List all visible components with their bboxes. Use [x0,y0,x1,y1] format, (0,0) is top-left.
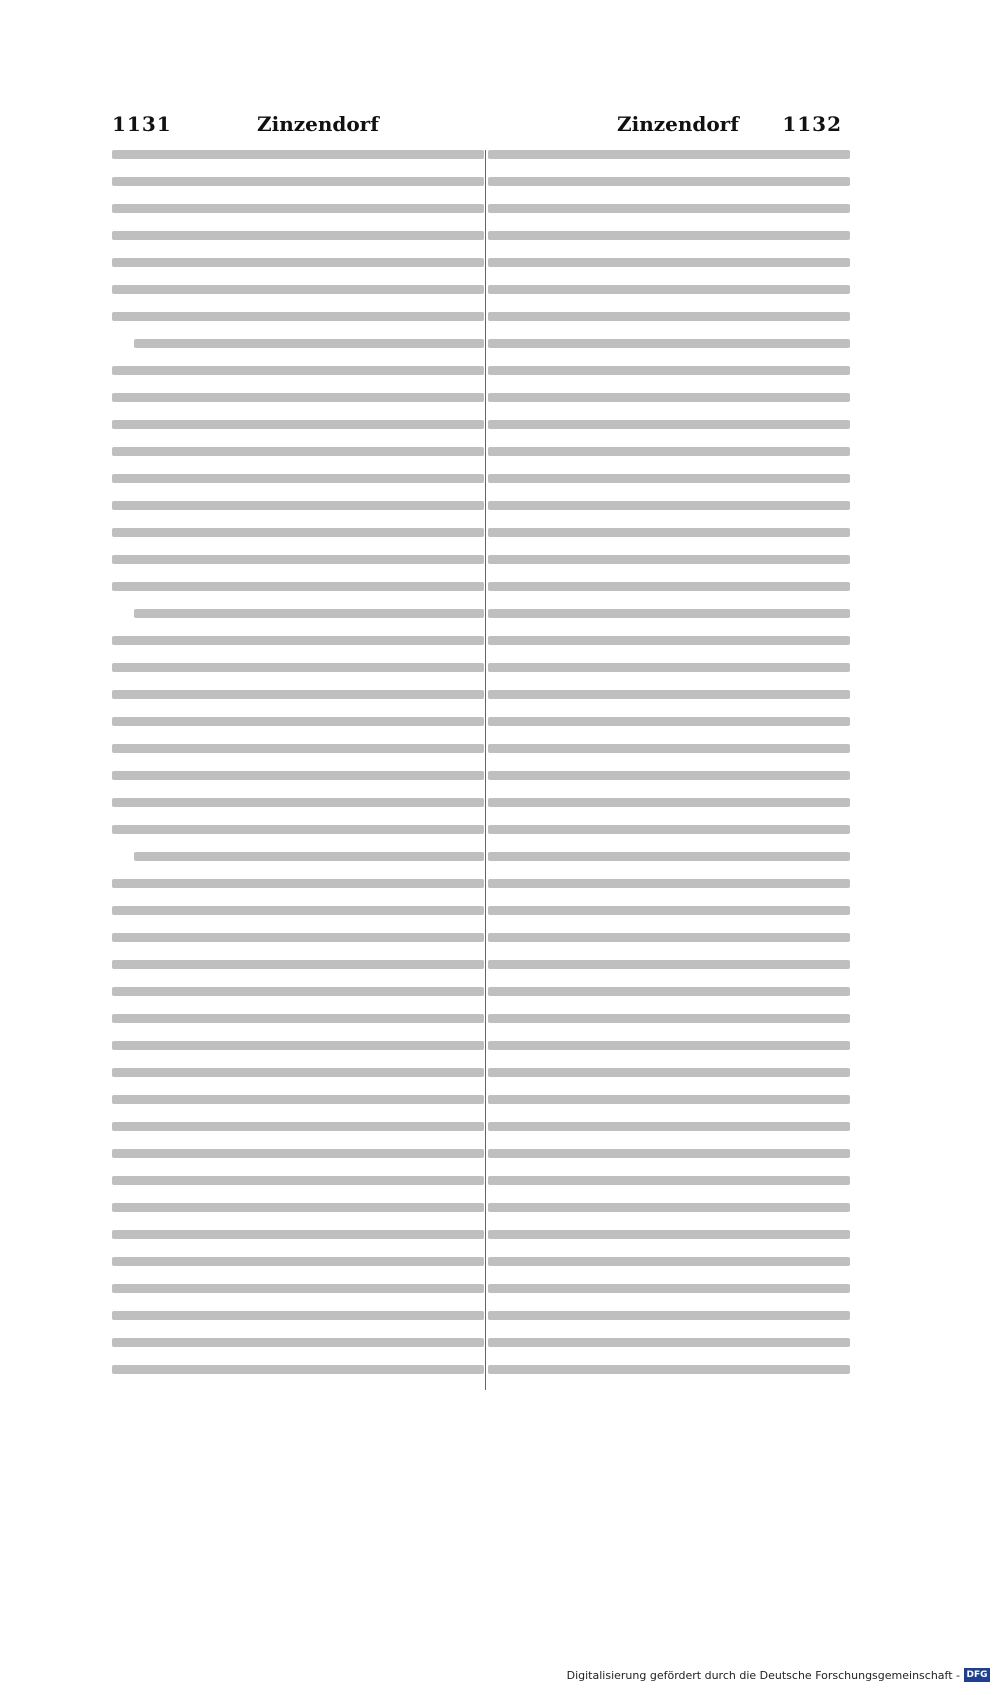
text-line [112,825,484,834]
text-line [488,231,850,240]
text-line [112,1014,484,1023]
text-line [112,528,484,537]
text-line [488,1068,850,1077]
text-line [488,150,850,159]
text-line [112,906,484,915]
text-line [488,1014,850,1023]
text-line [488,879,850,888]
text-line [488,906,850,915]
text-line [488,177,850,186]
text-line [112,1338,484,1347]
running-head-right: Zinzendorf [617,112,739,136]
text-line [112,1230,484,1239]
text-line [134,852,484,861]
text-line [112,771,484,780]
text-line [112,879,484,888]
text-line [488,312,850,321]
text-line [488,1041,850,1050]
text-line [488,1122,850,1131]
text-line [112,987,484,996]
page-number-left: 1131 [112,112,172,136]
text-line [112,1257,484,1266]
text-line [488,1365,850,1374]
text-line [488,420,850,429]
footer-credit-text: Digitalisierung gefördert durch die Deutsche Forschungsgemeinschaft - [566,1668,960,1682]
text-line [112,1122,484,1131]
text-line [488,636,850,645]
text-line [488,609,850,618]
text-line [112,1041,484,1050]
text-line [112,177,484,186]
text-line [488,1203,850,1212]
text-line [112,690,484,699]
text-column-left [112,150,484,1390]
text-line [488,852,850,861]
text-line [488,1311,850,1320]
text-line [112,1311,484,1320]
text-line [488,393,850,402]
page-footer [567,1665,990,1685]
text-line [112,420,484,429]
text-line [488,1149,850,1158]
text-line [488,528,850,537]
text-line [488,447,850,456]
text-line [488,1257,850,1266]
text-line [112,1149,484,1158]
text-line [112,447,484,456]
text-line [488,717,850,726]
page-header [112,112,842,138]
text-line [112,231,484,240]
text-line [112,474,484,483]
text-line [112,150,484,159]
text-line [112,366,484,375]
page-number-right: 1132 [782,112,842,136]
text-line [488,933,850,942]
text-line [488,1095,850,1104]
column-divider [485,150,486,1390]
text-line [112,798,484,807]
text-line [112,933,484,942]
text-line [112,285,484,294]
text-line [488,744,850,753]
text-line [488,339,850,348]
text-line [488,285,850,294]
text-line [488,258,850,267]
text-line [488,825,850,834]
text-line [488,501,850,510]
text-line [112,1176,484,1185]
text-line [112,960,484,969]
text-line [112,636,484,645]
text-line [488,1176,850,1185]
text-line [488,987,850,996]
text-line [112,393,484,402]
text-line [488,1230,850,1239]
text-line [488,366,850,375]
text-line [112,717,484,726]
text-line [112,258,484,267]
text-line [488,204,850,213]
text-line [112,1068,484,1077]
text-column-right [488,150,850,1390]
text-line [112,501,484,510]
text-line [488,555,850,564]
text-line [112,1095,484,1104]
text-line [488,1284,850,1293]
text-line [112,1365,484,1374]
dfg-logo: DFG [964,1668,990,1682]
running-head-left: Zinzendorf [257,112,379,136]
text-line [112,582,484,591]
text-line [488,690,850,699]
text-line [112,1203,484,1212]
text-line [488,582,850,591]
text-line [488,960,850,969]
text-line [112,312,484,321]
text-line [112,204,484,213]
text-line [488,474,850,483]
text-line [112,1284,484,1293]
text-line [488,771,850,780]
text-line [134,339,484,348]
text-line [488,798,850,807]
text-line [488,1338,850,1347]
text-line [488,663,850,672]
text-line [112,744,484,753]
text-line [134,609,484,618]
text-line [112,555,484,564]
text-line [112,663,484,672]
